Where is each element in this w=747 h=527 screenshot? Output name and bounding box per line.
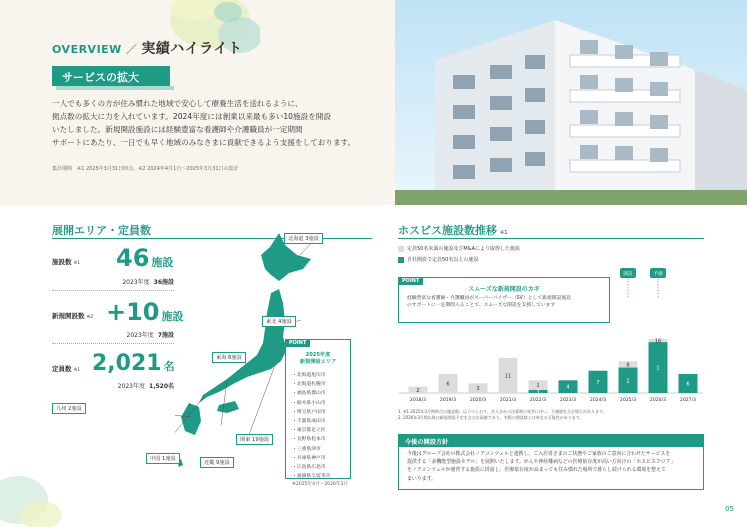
lead-paragraph [52,97,392,149]
point-body [407,295,571,310]
data-label: 4 [566,384,570,391]
stat-label-text: 定員数 [52,365,72,373]
callout-kyushu: 九州 2施設 [52,403,86,414]
prev-label: 2023年度 [122,279,150,286]
x-tick-label: 2021/3 [499,398,517,403]
new-area-box [285,339,351,479]
list-item: ・栃木県小山市 [292,400,326,406]
list-item: ・三重県津市 [292,446,321,452]
capacity-prev [80,381,174,390]
new-area-note: ※2025年4月～2026年3月 [292,482,349,487]
list-item: ・長野県松本市 [292,437,326,443]
new-opening-value [106,300,184,324]
new-area-list [292,371,330,481]
watercolor-splash-bottom [0,440,90,527]
stat-value: 2,021 [92,351,162,376]
callout-kinki: 近畿 9施設 [200,457,234,468]
japan-map [175,225,390,480]
lead-line: サポートにあたり、一日でも早く地域のみなさまに貢献できるよう支援をしております。 [52,138,356,147]
prev-label: 2023年度 [126,332,154,339]
policy-line: 今後はグループ会社の株式会社ノアコンツェルと連携し、ご入居者さまのご状態やご家族のご意向に合わせたサービスを [407,451,671,457]
prev-value: 36施設 [153,279,174,286]
stat-unit: 施設 [151,256,174,269]
data-label: 6 [686,381,690,388]
list-item: ・千葉県成田市 [292,419,326,425]
stat-unit: 施設 [161,310,184,323]
chart-note: 1. ※1 2025年3月期時点の施設数。以下のとおり、法人各社の決算期の変更に伴い、予測値を含む場合があります。 [398,409,607,414]
lead-line: 拠点数の拡大に力を入れています。2024年度には創業以来最も多い10施設を開設 [52,112,331,121]
data-label: 3 [536,389,540,396]
data-label: 2 [416,387,420,394]
prev-value: 7施設 [157,332,174,339]
policy-body [407,450,675,483]
point-tag: POINT [285,339,310,347]
callout-tokai: 東海 8施設 [212,352,246,363]
period-footnote: 集計期間 ※1 2025年3月31日時点、※2 2024年4月1日～2025年3月31日の集計 [52,166,239,172]
new-area-year: 2025年度 [305,352,331,358]
stat-note: ※1 [73,261,81,266]
point-line: のサポートに一定期間入ることで、スムーズな開設を支援しています [407,303,556,309]
facility-count-value [116,246,173,270]
x-tick-label: 2019/3 [439,398,457,403]
capacity-label [52,364,80,373]
list-item: ・埼玉県戸田市 [292,409,326,415]
prev-label: 2023年度 [117,383,146,390]
x-tick-label: 2023/3 [559,398,577,403]
new-opening-prev [80,330,174,339]
data-label: 16 [654,338,662,345]
legend-swatch [398,257,404,263]
stat-divider [52,290,174,291]
facility-count-prev [80,277,174,286]
badge-forecast: 予測 [653,272,663,277]
data-label: 1 [656,365,660,372]
new-area-caption: 新規開設エリア [299,359,337,365]
new-opening-label [52,311,93,320]
page-title: 実績ハイライト [141,41,243,57]
title-slash: ／ [125,43,138,56]
legend-label: 定員50名未満の施設及びM&Aにより取得した施設 [407,246,520,252]
data-label: 11 [504,373,512,380]
capacity-value [92,353,175,375]
data-label: 6 [446,381,450,388]
point-tag: POINT [398,277,423,285]
hospice-heading-note: ※1 [500,230,508,236]
x-tick-label: 2018/3 [409,398,427,403]
callout-tohoku: 東北 4施設 [262,316,296,327]
stat-unit: 名 [163,360,175,373]
chart-note: 2. 2026年3月期以降は新規開設予定を含む計画値であり、実際の開設数とは異なる可能性があります。 [398,415,584,420]
callout-kanto: 関東 19施設 [236,434,273,445]
stat-value: 46 [116,244,150,272]
list-item: ・北海道旭川市 [292,373,326,378]
x-tick-label: 2025/3 [619,398,637,403]
policy-line: まいります。 [407,475,436,482]
list-item: ・東京都足立区 [292,428,326,434]
stat-value: +10 [106,298,160,326]
facility-count-label [52,257,80,266]
chart-notes [398,409,607,421]
stat-label-text: 施設数 [52,258,72,266]
service-badge: サービスの拡大 [52,66,170,86]
hospice-heading [398,222,507,238]
hospice-heading-rule [398,238,704,239]
opening-policy-box [398,434,704,490]
stat-note: ※2 [86,315,94,320]
list-item: ・広島県広島市 [292,465,326,471]
badge-plan: 開設 [623,272,633,277]
data-label: 1 [536,383,540,390]
stat-note: ※1 [73,368,81,373]
list-item: ・北海道札幌市 [292,382,326,388]
new-area-title [286,352,350,366]
legend-swatch [398,246,404,252]
x-tick-label: 2024/3 [589,398,607,403]
x-tick-label: 2022/3 [529,398,547,403]
x-tick-label: 2026/3 [649,398,667,403]
data-label: 3 [476,386,480,393]
lead-line: いたしました。新規開設施設には経験豊富な看護師や介護職員が一定期間 [52,125,303,134]
stat-label-text: 新規開設数 [52,312,85,320]
page-number: 05 [725,505,734,513]
list-item: ・兵庫県神戸市 [292,455,326,461]
policy-line: 提供する「多機能型施設モデル」を展開いたします。がんや神経難病などの医療依存度が高い方向けの「ホスピスフロア」 [407,459,676,466]
policy-title: 今後の開設方針 [399,435,703,447]
data-label: 8 [626,362,630,369]
policy-line: をノアコンツェルが運営する施設に併設し、医療依存度が高まっても住み慣れた場所で暮らし続けられる環境を整えて [407,467,666,474]
building-photo [395,0,747,205]
data-label: 7 [596,379,600,386]
lead-line: 一人でも多くの方が住み慣れた地域で安心して療養生活を送れるように、 [52,99,303,108]
area-heading: 展開エリア・定員数 [52,224,151,237]
callout-chugoku: 中国 1施設 [146,453,180,464]
data-label: 2 [626,378,630,385]
list-item: ・福岡県久留米市 [292,474,331,480]
stat-divider [52,343,174,344]
callout-hokkaido: 北海道 3施設 [284,233,323,244]
list-item: ・福島県郡山市 [292,391,326,397]
x-tick-label: 2027/3 [679,398,697,403]
x-tick-label: 2020/3 [469,398,487,403]
overview-title [52,38,242,58]
legend-item-under50 [398,245,520,252]
hospice-heading-text: ホスピス施設数推移 [398,224,497,237]
legend-item-own50 [398,256,478,263]
top-section [0,0,747,205]
point-box [398,277,610,323]
point-line: 経験豊富な看護師・介護職員がスーパーバイザー（SV）として新規開設施設 [407,296,571,301]
overview-label: OVERVIEW [52,43,122,56]
prev-value: 1,520名 [149,383,174,390]
legend-label: 自社開設で定員50名以上の施設 [407,257,479,263]
point-title: スムーズな新規開設のカギ [468,286,540,293]
